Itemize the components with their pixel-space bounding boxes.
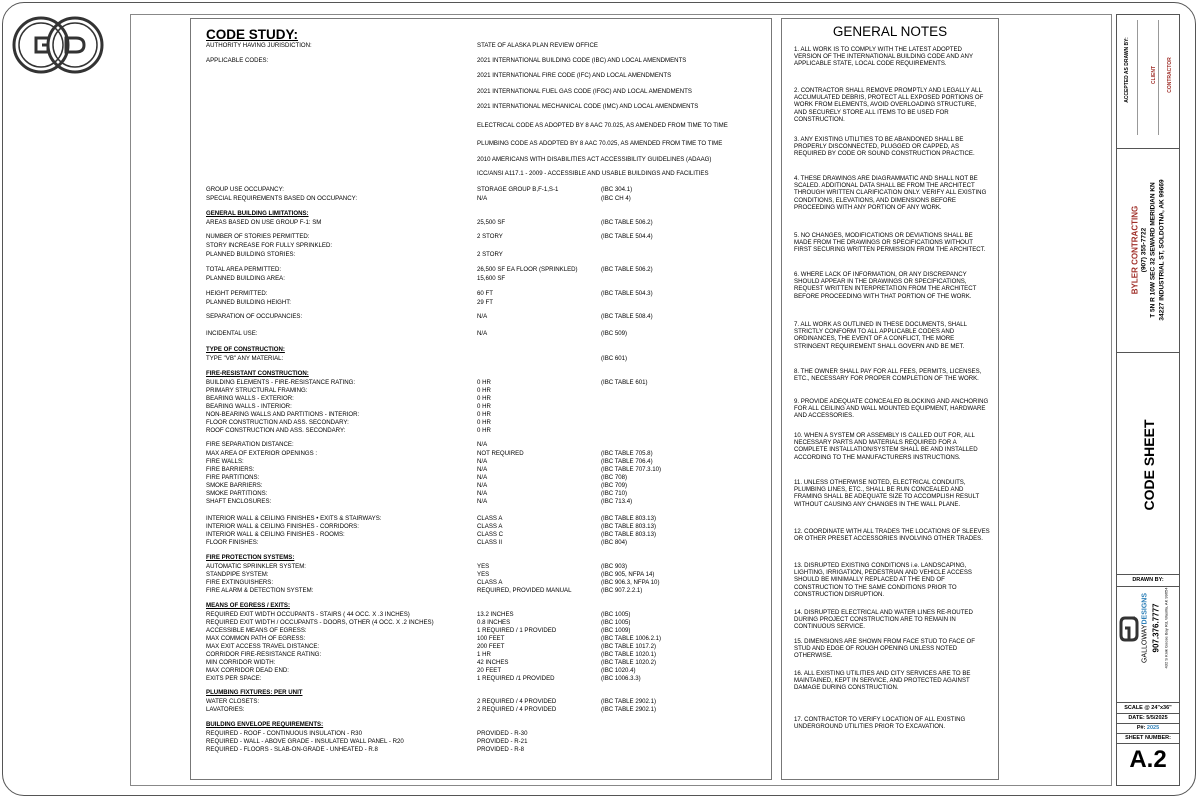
code-reference: (IBC 304.1) xyxy=(601,186,633,193)
divider xyxy=(1116,743,1180,744)
code-item-label: FIRE PARTITIONS: xyxy=(206,474,260,481)
code-item-label: AUTHORITY HAVING JURISDICTION: xyxy=(206,42,312,49)
code-reference: (IBC 509) xyxy=(601,330,628,337)
code-item-label: WATER CLOSETS: xyxy=(206,698,260,705)
code-reference: (IBC 905, NFPA 14) xyxy=(601,571,655,578)
code-reference: (IBC TABLE 601) xyxy=(601,379,648,386)
code-item-label: PLANNED BUILDING STORIES: xyxy=(206,251,296,258)
code-item-label: SEPARATION OF OCCUPANCIES: xyxy=(206,313,303,320)
code-item-label: BEARING WALLS - INTERIOR: xyxy=(206,403,292,410)
general-note: 16. ALL EXISTING UTILITIES AND CITY SERVICES ARE TO BE MAINTAINED, KEPT IN SERVICE, AND PROTECTED AGAINST DAMAGE DURING CONSTRUCTION. xyxy=(794,670,971,692)
code-item-value: 0.8 INCHES xyxy=(477,619,511,626)
code-item-value: PROVIDED - R-21 xyxy=(477,738,528,745)
general-note: 17. CONTRACTOR TO VERIFY LOCATION OF ALL EXISTING UNDERGROUND UTILITIES PRIOR TO EXCAVATION. xyxy=(794,716,966,731)
scale-label: SCALE @ 24"x36" xyxy=(1124,705,1172,711)
code-item-value: 15,600 SF xyxy=(477,275,506,282)
code-reference: (IBC TABLE 803.13) xyxy=(601,523,656,530)
code-item-label: BEARING WALLS - EXTERIOR: xyxy=(206,395,294,402)
code-item-value: 1 REQUIRED / 1 PROVIDED xyxy=(477,627,557,634)
code-item-value: ICC/ANSI A117.1 - 2009 - ACCESSIBLE AND USABLE BUILDINGS AND FACILITIES xyxy=(477,170,709,177)
general-note: 7. ALL WORK AS OUTLINED IN THESE DOCUMENTS, SHALL STRICTLY CONFORM TO ALL APPLICABLE CODES AND ORDINANCES, THE EVENT OF A CONFLICT, THE MORE STRINGENT REQUIREMENT SHALL GOVERN AND BE MET. xyxy=(794,321,967,350)
divider xyxy=(1116,702,1180,703)
code-item-label: GROUP USE OCCUPANCY: xyxy=(206,186,284,193)
code-item-value: N/A xyxy=(477,474,488,481)
general-note: 4. THESE DRAWINGS ARE DIAGRAMMATIC AND SHALL NOT BE SCALED. ADDITIONAL DATA SHALL BE FROM THE ARCHITECT THROUGH WRITTEN CLARIFICATION ONLY. VERIFY ALL EXISTING CONDITIONS, ELEVATIONS, AND DIMENSIONS BEFORE PROCEEDING WITH ANY PORTION OF ANY WORK. xyxy=(794,175,987,211)
code-reference: (IBC TABLE 1017.2) xyxy=(601,643,656,650)
code-item-value: 200 FEET xyxy=(477,643,505,650)
code-reference: (IBC TABLE 803.13) xyxy=(601,531,656,538)
section-heading: TYPE OF CONSTRUCTION: xyxy=(206,346,285,353)
code-item-label: AUTOMATIC SPRINKLER SYSTEM: xyxy=(206,563,306,570)
code-item-value: 2 STORY xyxy=(477,233,503,240)
general-notes-title: GENERAL NOTES xyxy=(832,24,948,39)
code-item-label: SMOKE PARTITIONS: xyxy=(206,490,268,497)
code-item-value: 1 REQUIRED /1 PROVIDED xyxy=(477,675,555,682)
code-item-label: NUMBER OF STORIES PERMITTED: xyxy=(206,233,310,240)
code-item-value: 0 HR xyxy=(477,387,491,394)
code-reference: (IBC TABLE 2902.1) xyxy=(601,698,656,705)
code-item-value: 2 REQUIRED / 4 PROVIDED xyxy=(477,698,557,705)
code-item-label: REQUIRED EXIT WIDTH / OCCUPANTS - DOORS, OTHER (4 OCC. X .2 INCHES) xyxy=(206,619,434,626)
code-item-value: N/A xyxy=(477,498,488,505)
code-item-label: FLOOR CONSTRUCTION AND ASS. SECONDARY: xyxy=(206,419,349,426)
code-item-value: 0 HR xyxy=(477,379,491,386)
code-item-label: LAVATORIES: xyxy=(206,706,245,713)
code-item-value: CLASS C xyxy=(477,531,504,538)
code-item-value: 2010 AMERICANS WITH DISABILITIES ACT ACCESSIBILITY GUIDELINES (ADAAG) xyxy=(477,156,712,163)
divider xyxy=(1116,586,1180,587)
firm-logo-icon xyxy=(1119,614,1139,644)
code-item-value: PROVIDED - R-8 xyxy=(477,746,525,753)
code-item-label: MAX CORRIDOR DEAD END: xyxy=(206,667,289,674)
code-reference: (IBC 709) xyxy=(601,482,628,489)
code-item-label: MAX COMMON PATH OF EGRESS: xyxy=(206,635,306,642)
section-heading: FIRE PROTECTION SYSTEMS: xyxy=(206,554,295,561)
code-item-value: 0 HR xyxy=(477,395,491,402)
divider xyxy=(1116,574,1180,575)
code-reference: (IBC 1020.4) xyxy=(601,667,636,674)
divider xyxy=(1116,733,1180,734)
general-note: 14. DISRUPTED ELECTRICAL AND WATER LINES RE-ROUTED DURING PROJECT CONSTRUCTION ARE TO REMAIN IN CONTINUOUS SERVICE. xyxy=(794,609,973,631)
code-item-label: SHAFT ENCLOSURES: xyxy=(206,498,272,505)
code-item-label: REQUIRED - ROOF - CONTINUOUS INSULATION - R30 xyxy=(206,730,362,737)
code-item-value: NOT REQUIRED xyxy=(477,450,524,457)
code-reference: (IBC 601) xyxy=(601,355,628,362)
code-item-label: TOTAL AREA PERMITTED: xyxy=(206,266,282,273)
project-legal-description: T 5N R 10W SEC 32 SEWARD MERIDIAN KN xyxy=(1149,182,1157,318)
code-reference: (IBC TABLE 705.8) xyxy=(601,450,653,457)
code-item-value: CLASS II xyxy=(477,539,503,546)
divider xyxy=(1116,148,1180,149)
code-reference: (IBC TABLE 707.3.10) xyxy=(601,466,662,473)
code-item-value: 42 INCHES xyxy=(477,659,509,666)
code-reference: (IBC 906.3, NFPA 10) xyxy=(601,579,660,586)
code-reference: (IBC 710) xyxy=(601,490,628,497)
code-item-label: FIRE BARRIERS: xyxy=(206,466,255,473)
firm-phone: 907.376.7777 xyxy=(1151,603,1161,653)
code-reference: (IBC TABLE 1020.2) xyxy=(601,659,656,666)
code-item-value: 0 HR xyxy=(477,411,491,418)
code-item-label: PRIMARY STRUCTURAL FRAMING: xyxy=(206,387,308,394)
code-reference: (IBC TABLE 1020.1) xyxy=(601,651,656,658)
sheet-number: A.2 xyxy=(1129,746,1167,773)
code-item-label: AREAS BASED ON USE GROUP F-1: SM xyxy=(206,219,322,226)
code-item-value: 0 HR xyxy=(477,427,491,434)
code-reference: (IBC TABLE 1006.2.1) xyxy=(601,635,662,642)
general-note: 10. WHEN A SYSTEM OR ASSEMBLY IS CALLED OUT FOR, ALL NECESSARY PARTS AND MATERIALS REQUIRED FOR A COMPLETE INSTALLATION/SYSTEM SHALL BE AND INSTALLED ACCORDING TO THE MANUFACTURERS INSTRUCTIONS. xyxy=(794,432,978,461)
code-item-label: EXITS PER SPACE: xyxy=(206,675,262,682)
code-item-value: CLASS A xyxy=(477,579,503,586)
code-item-value: STORAGE GROUP B,F-1,S-1 xyxy=(477,186,559,193)
code-item-value: 13.2 INCHES xyxy=(477,611,514,618)
code-item-value: N/A xyxy=(477,330,488,337)
client-label: CLIENT xyxy=(1151,65,1157,85)
code-item-value: N/A xyxy=(477,466,488,473)
code-item-label: PLANNED BUILDING AREA: xyxy=(206,275,285,282)
general-note: 12. COORDINATE WITH ALL TRADES THE LOCATIONS OF SLEEVES OR OTHER PRESET ACCESSORIES INVOLVING OTHER TRADES. xyxy=(794,528,990,543)
code-item-label: APPLICABLE CODES: xyxy=(206,57,269,64)
divider xyxy=(1116,713,1180,714)
code-reference: (IBC CH 4) xyxy=(601,195,631,202)
code-item-label: HEIGHT PERMITTED: xyxy=(206,290,268,297)
general-note: 5. NO CHANGES, MODIFICATIONS OR DEVIATIONS SHALL BE MADE FROM THE DRAWINGS OR SPECIFICATIONS WITHOUT FIRST SECURING WRITTEN PERMISSION FROM THE ARCHITECT. xyxy=(794,232,986,254)
drawn-by-label: DRAWN BY: xyxy=(1132,577,1164,583)
project-address: 34227 INDUSTRIAL ST, SOLDOTNA, AK 99669 xyxy=(1158,179,1166,321)
code-item-value: 1 HR xyxy=(477,651,491,658)
code-item-label: MIN CORRIDOR WIDTH: xyxy=(206,659,276,666)
code-study-title: CODE STUDY: xyxy=(206,27,299,42)
code-item-value: REQUIRED, PROVIDED MANUAL xyxy=(477,587,572,594)
code-item-label: STANDPIPE SYSTEM: xyxy=(206,571,269,578)
code-item-label: FIRE SEPARATION DISTANCE: xyxy=(206,441,294,448)
code-item-value: YES xyxy=(477,563,490,570)
code-item-label: TYPE "VB" ANY MATERIAL: xyxy=(206,355,284,362)
section-heading: GENERAL BUILDING LIMITATIONS: xyxy=(206,210,309,217)
code-item-value: 26,500 SF EA FLOOR (SPRINKLED) xyxy=(477,266,578,273)
project-name: BYLER CONTRACTING xyxy=(1130,205,1140,295)
code-reference: (IBC TABLE 508.4) xyxy=(601,313,653,320)
code-reference: (IBC TABLE 2902.1) xyxy=(601,706,656,713)
code-item-value: 2021 INTERNATIONAL FUEL GAS CODE (IFGC) AND LOCAL AMENDMENTS xyxy=(477,88,692,95)
divider xyxy=(1116,723,1180,724)
code-item-value: N/A xyxy=(477,482,488,489)
code-item-value: STATE OF ALASKA PLAN REVIEW OFFICE xyxy=(477,42,598,49)
code-item-label: CORRIDOR FIRE-RESISTANCE RATING: xyxy=(206,651,322,658)
code-reference: (IBC TABLE 706.4) xyxy=(601,458,653,465)
code-item-value: 2 STORY xyxy=(477,251,503,258)
firm-address: 432 S Knik Goose Bay Rd, Wasilla, AK 99654 xyxy=(1163,587,1169,669)
code-item-value: 29 FT xyxy=(477,299,493,306)
general-note: 11. UNLESS OTHERWISE NOTED, ELECTRICAL CONDUITS, PLUMBING LINES, ETC., SHALL BE RUN CONCEALED AND FRAMING SHALL BE ADEQUATE SIZE TO ACCOMPLISH RESULT WITHOUT CAUSING ANY CHANGES IN THE WALL PLANE. xyxy=(794,479,980,508)
contractor-label: CONTRACTOR xyxy=(1167,57,1173,93)
code-item-value: 2021 INTERNATIONAL FIRE CODE (IFC) AND LOCAL AMENDMENTS xyxy=(477,72,672,79)
general-note: 9. PROVIDE ADEQUATE CONCEALED BLOCKING AND ANCHORING FOR ALL CEILING AND WALL MOUNTED EQUIPMENT, HARDWARE AND ACCESSORIES. xyxy=(794,398,989,420)
project-phone: (907) 355-7722 xyxy=(1140,227,1148,273)
code-reference: (IBC 1005) xyxy=(601,619,631,626)
code-item-value: YES xyxy=(477,571,490,578)
code-item-label: INTERIOR WALL & CEILING FINISHES • EXITS & STAIRWAYS: xyxy=(206,515,382,522)
code-reference: (IBC TABLE 504.4) xyxy=(601,233,653,240)
code-item-label: ROOF CONSTRUCTION AND ASS. SECONDARY: xyxy=(206,427,346,434)
code-item-label: PLANNED BUILDING HEIGHT: xyxy=(206,299,291,306)
code-item-label: INTERIOR WALL & CEILING FINISHES - ROOMS: xyxy=(206,531,345,538)
general-note: 6. WHERE LACK OF INFORMATION, OR ANY DISCREPANCY SHOULD APPEAR IN THE DRAWINGS OR SPECIFICATIONS, REQUEST WRITTEN INTERPRETATION FROM THE ARCHITECT BEFORE PROCEEDING WITH THAT PORTION OF THE WORK. xyxy=(794,271,977,300)
sheet-number-label: SHEET NUMBER: xyxy=(1125,735,1171,741)
code-reference: (IBC 804) xyxy=(601,539,628,546)
code-item-label: FIRE ALARM & DETECTION SYSTEM: xyxy=(206,587,314,594)
code-item-label: BUILDING ELEMENTS - FIRE-RESISTANCE RATING: xyxy=(206,379,356,386)
code-item-label: REQUIRED EXIT WIDTH OCCUPANTS - STAIRS ( 44 OCC. X .3 INCHES) xyxy=(206,611,410,618)
general-note: 13. DISRUPTED EXISTING CONDITIONS i.e. LANDSCAPING, LIGHTING, IRRIGATION, PEDESTRIAN AND VEHICLE ACCESS SHOULD BE MINIMALLY REPLACED AT THE END OF CONSTRUCTION TO THE SAME CONDITIONS PRIOR TO CONSTRUCTION DISRUPTION. xyxy=(794,562,972,598)
general-note: 15. DIMENSIONS ARE SHOWN FROM FACE STUD TO FACE OF STUD AND EDGE OF ROUGH OPENING UNLESS NOTED OTHERWISE. xyxy=(794,638,975,660)
title-block xyxy=(1116,14,1180,786)
code-reference: (IBC TABLE 803.13) xyxy=(601,515,656,522)
code-reference: (IBC 903) xyxy=(601,563,628,570)
code-item-value: 25,500 SF xyxy=(477,219,506,226)
code-item-label: SPECIAL REQUIREMENTS BASED ON OCCUPANCY: xyxy=(206,195,358,202)
code-item-label: REQUIRED - FLOORS - SLAB-ON-GRADE - UNHEATED - R.8 xyxy=(206,746,378,753)
code-item-label: FIRE EXTINGUISHERS: xyxy=(206,579,274,586)
code-item-label: INCIDENTAL USE: xyxy=(206,330,258,337)
accepted-label: ACCEPTED AS DRAWN BY: xyxy=(1124,37,1130,103)
firm-name: GALLOWAYDESIGNS xyxy=(1141,592,1149,664)
code-item-value: CLASS A xyxy=(477,515,503,522)
section-heading: FIRE-RESISTANT CONSTRUCTION: xyxy=(206,370,309,377)
code-reference: (IBC TABLE 506.2) xyxy=(601,219,653,226)
code-item-value: 2021 INTERNATIONAL MECHANICAL CODE (IMC) AND LOCAL AMENDMENTS xyxy=(477,103,699,110)
code-item-label: MAX AREA OF EXTERIOR OPENINGS : xyxy=(206,450,318,457)
general-note: 8. THE OWNER SHALL PAY FOR ALL FEES, PERMITS, LICENSES, ETC., NECESSARY FOR PROPER COMPLETION OF THE WORK. xyxy=(794,368,982,383)
code-reference: (IBC 1005) xyxy=(601,611,631,618)
code-reference: (IBC 1009) xyxy=(601,627,631,634)
code-reference: (IBC 708) xyxy=(601,474,628,481)
code-reference: (IBC TABLE 506.2) xyxy=(601,266,653,273)
code-item-value: N/A xyxy=(477,458,488,465)
code-item-value: CLASS A xyxy=(477,523,503,530)
code-item-label: REQUIRED - WALL - ABOVE GRADE - INSULATED WALL PANEL - R20 xyxy=(206,738,404,745)
code-item-value: N/A xyxy=(477,490,488,497)
general-note: 2. CONTRACTOR SHALL REMOVE PROMPTLY AND LEGALLY ALL ACCUMULATED DEBRIS, PROTECT ALL EXPOSED PORTIONS OF WORK FROM ELEMENTS, AVOID OVERLOADING STRUCTURE, AND SECURELY STORE ALL ITEMS TO BE USED FOR CONSTRUCTION. xyxy=(794,87,984,123)
code-item-label: MAX EXIT ACCESS TRAVEL DISTANCE: xyxy=(206,643,320,650)
code-reference: (IBC 1006.3.3) xyxy=(601,675,641,682)
code-reference: (IBC 907.2.2.1) xyxy=(601,587,643,594)
code-item-value: 2 REQUIRED / 4 PROVIDED xyxy=(477,706,557,713)
section-heading: PLUMBING FIXTURES: PER UNIT xyxy=(206,689,303,696)
code-item-label: STORY INCREASE FOR FULLY SPRINKLED: xyxy=(206,242,333,249)
code-item-value: N/A xyxy=(477,195,488,202)
code-item-value: PLUMBING CODE AS ADOPTED BY 8 AAC 70.025, AS AMENDED FROM TIME TO TIME xyxy=(477,140,723,147)
code-item-value: 0 HR xyxy=(477,403,491,410)
general-note: 1. ALL WORK IS TO COMPLY WITH THE LATEST ADOPTED VERSION OF THE INTERNATIONAL BUILDING CODE AND ANY APPLICABLE STATE, LOCAL CODE REQUIREMENTS. xyxy=(794,46,973,68)
code-item-label: INTERIOR WALL & CEILING FINISHES - CORRIDORS: xyxy=(206,523,359,530)
general-note: 3. ANY EXISTING UTILITIES TO BE ABANDONED SHALL BE PROPERLY DISCONNECTED, PLUGGED OR CAPPED, AS REQUIRED BY CODE OR SOUND CONSTRUCTION PRACTICE. xyxy=(794,136,975,158)
gd-monogram-logo-icon xyxy=(8,12,108,78)
code-item-label: SMOKE BARRIERS: xyxy=(206,482,263,489)
code-item-label: FLOOR FINISHES: xyxy=(206,539,259,546)
code-item-value: 100 FEET xyxy=(477,635,505,642)
code-item-value: PROVIDED - R-30 xyxy=(477,730,528,737)
code-item-value: 20 FEET xyxy=(477,667,502,674)
code-item-value: ELECTRICAL CODE AS ADOPTED BY 8 AAC 70.025, AS AMENDED FROM TIME TO TIME xyxy=(477,122,728,129)
code-item-value: N/A xyxy=(477,441,488,448)
section-heading: MEANS OF EGRESS / EXITS: xyxy=(206,602,290,609)
divider xyxy=(1137,20,1138,135)
sheet-title: CODE SHEET xyxy=(1141,419,1157,511)
code-item-value: N/A xyxy=(477,313,488,320)
code-item-label: NON-BEARING WALLS AND PARTITIONS - INTERIOR: xyxy=(206,411,360,418)
code-item-value: 2021 INTERNATIONAL BUILDING CODE (IBC) AND LOCAL AMENDMENTS xyxy=(477,57,687,64)
code-item-value: 60 FT xyxy=(477,290,493,297)
code-item-value: 0 HR xyxy=(477,419,491,426)
code-reference: (IBC 713.4) xyxy=(601,498,633,505)
code-item-label: ACCESSIBLE MEANS OF EGRESS: xyxy=(206,627,307,634)
code-reference: (IBC TABLE 504.3) xyxy=(601,290,653,297)
section-heading: BUILDING ENVELOPE REQUIREMENTS: xyxy=(206,721,324,728)
divider xyxy=(1116,352,1180,353)
date-label: DATE: 5/5/2025 xyxy=(1128,715,1168,721)
divider xyxy=(1158,20,1159,135)
code-item-label: FIRE WALLS: xyxy=(206,458,244,465)
project-number: P#: 2025 xyxy=(1136,725,1160,731)
